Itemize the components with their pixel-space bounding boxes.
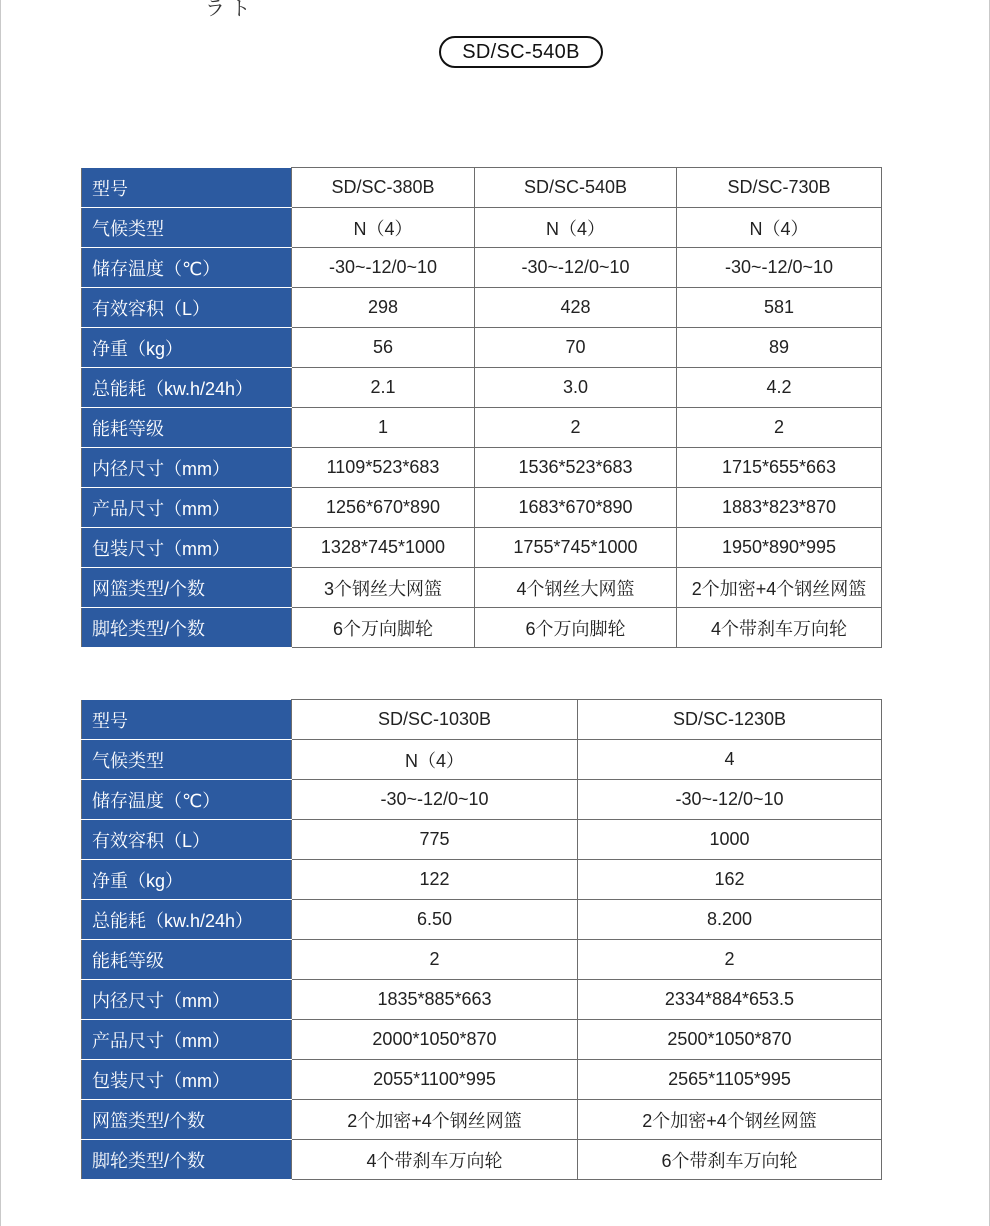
table-cell: 122 (292, 860, 578, 900)
table-cell: 2334*884*653.5 (578, 980, 882, 1020)
table-row (82, 1020, 882, 1060)
table-row (82, 288, 882, 328)
row-label: 气候类型 (82, 208, 292, 248)
table-cell: -30~-12/0~10 (578, 780, 882, 820)
table-cell: 2个加密+4个钢丝网篮 (292, 1100, 578, 1140)
table-cell: 6.50 (292, 900, 578, 940)
row-label: 包装尺寸（mm） (82, 528, 292, 568)
table-cell: 8.200 (578, 900, 882, 940)
table-row (82, 168, 882, 208)
table-cell: 4.2 (677, 368, 882, 408)
table-cell: N（4） (292, 740, 578, 780)
row-label: 网篮类型/个数 (82, 1100, 292, 1140)
table-cell: 775 (292, 820, 578, 860)
table-row (82, 528, 882, 568)
table-cell: 2个加密+4个钢丝网篮 (578, 1100, 882, 1140)
table-row (82, 980, 882, 1020)
table-cell: 1683*670*890 (475, 488, 677, 528)
table-cell: N（4） (677, 208, 882, 248)
table-cell: 2500*1050*870 (578, 1020, 882, 1060)
row-label: 能耗等级 (82, 408, 292, 448)
row-label: 有效容积（L） (82, 820, 292, 860)
top-text-fragment: ラ ト (205, 0, 251, 20)
table-cell: SD/SC-1230B (578, 700, 882, 740)
table-row (82, 1100, 882, 1140)
table-cell: 2 (578, 940, 882, 980)
table-cell: N（4） (292, 208, 475, 248)
table-cell: SD/SC-380B (292, 168, 475, 208)
table-cell: 3.0 (475, 368, 677, 408)
table-row (82, 368, 882, 408)
table-cell: 1536*523*683 (475, 448, 677, 488)
row-label: 储存温度（℃） (82, 780, 292, 820)
table-cell: -30~-12/0~10 (292, 780, 578, 820)
table-cell: 162 (578, 860, 882, 900)
table-cell: SD/SC-1030B (292, 700, 578, 740)
table-cell: 1950*890*995 (677, 528, 882, 568)
table-cell: 70 (475, 328, 677, 368)
table-cell: 4个钢丝大网篮 (475, 568, 677, 608)
table-cell: 1755*745*1000 (475, 528, 677, 568)
table-cell: -30~-12/0~10 (677, 248, 882, 288)
table-cell: SD/SC-540B (475, 168, 677, 208)
row-label: 有效容积（L） (82, 288, 292, 328)
row-label: 型号 (82, 168, 292, 208)
table-cell: 1 (292, 408, 475, 448)
table-cell: 56 (292, 328, 475, 368)
row-label: 型号 (82, 700, 292, 740)
table-row (82, 448, 882, 488)
table-cell: 298 (292, 288, 475, 328)
table-row (82, 248, 882, 288)
table-row (82, 700, 882, 740)
spec-table-2 (81, 699, 882, 1180)
row-label: 能耗等级 (82, 940, 292, 980)
table-row (82, 860, 882, 900)
model-title-badge: SD/SC-540B (439, 36, 603, 68)
row-label: 总能耗（kw.h/24h） (82, 368, 292, 408)
table-row (82, 328, 882, 368)
table-cell: 2 (292, 940, 578, 980)
table-row (82, 208, 882, 248)
row-label: 产品尺寸（mm） (82, 488, 292, 528)
table-cell: -30~-12/0~10 (475, 248, 677, 288)
table-cell: N（4） (475, 208, 677, 248)
table-row (82, 1060, 882, 1100)
table-cell: 1835*885*663 (292, 980, 578, 1020)
spec-table-1 (81, 167, 882, 648)
table-cell: 1715*655*663 (677, 448, 882, 488)
table-cell: 1328*745*1000 (292, 528, 475, 568)
table-cell: 4个带刹车万向轮 (677, 608, 882, 648)
table-cell: SD/SC-730B (677, 168, 882, 208)
table-row (82, 408, 882, 448)
table-cell: 89 (677, 328, 882, 368)
table-cell: 4个带刹车万向轮 (292, 1140, 578, 1180)
table-row (82, 900, 882, 940)
table-cell: -30~-12/0~10 (292, 248, 475, 288)
row-label: 净重（kg） (82, 860, 292, 900)
table-row (82, 740, 882, 780)
table-cell: 2565*1105*995 (578, 1060, 882, 1100)
row-label: 包装尺寸（mm） (82, 1060, 292, 1100)
table-row (82, 780, 882, 820)
table-row (82, 608, 882, 648)
row-label: 脚轮类型/个数 (82, 608, 292, 648)
table-cell: 4 (578, 740, 882, 780)
table-cell: 2 (475, 408, 677, 448)
table-cell: 1000 (578, 820, 882, 860)
table-cell: 3个钢丝大网篮 (292, 568, 475, 608)
table-cell: 1883*823*870 (677, 488, 882, 528)
table-row (82, 940, 882, 980)
row-label: 储存温度（℃） (82, 248, 292, 288)
table-cell: 2000*1050*870 (292, 1020, 578, 1060)
row-label: 产品尺寸（mm） (82, 1020, 292, 1060)
table-row (82, 1140, 882, 1180)
row-label: 脚轮类型/个数 (82, 1140, 292, 1180)
row-label: 内径尺寸（mm） (82, 448, 292, 488)
table-cell: 6个万向脚轮 (292, 608, 475, 648)
table-cell: 6个万向脚轮 (475, 608, 677, 648)
table-cell: 428 (475, 288, 677, 328)
table-cell: 581 (677, 288, 882, 328)
table-cell: 2个加密+4个钢丝网篮 (677, 568, 882, 608)
table-cell: 1109*523*683 (292, 448, 475, 488)
row-label: 净重（kg） (82, 328, 292, 368)
row-label: 总能耗（kw.h/24h） (82, 900, 292, 940)
table-cell: 2 (677, 408, 882, 448)
table-row (82, 568, 882, 608)
table-cell: 2.1 (292, 368, 475, 408)
table-row (82, 488, 882, 528)
table-cell: 2055*1100*995 (292, 1060, 578, 1100)
row-label: 网篮类型/个数 (82, 568, 292, 608)
table-cell: 1256*670*890 (292, 488, 475, 528)
table-row (82, 820, 882, 860)
row-label: 内径尺寸（mm） (82, 980, 292, 1020)
page-border-left (0, 0, 1, 1226)
table-cell: 6个带刹车万向轮 (578, 1140, 882, 1180)
row-label: 气候类型 (82, 740, 292, 780)
